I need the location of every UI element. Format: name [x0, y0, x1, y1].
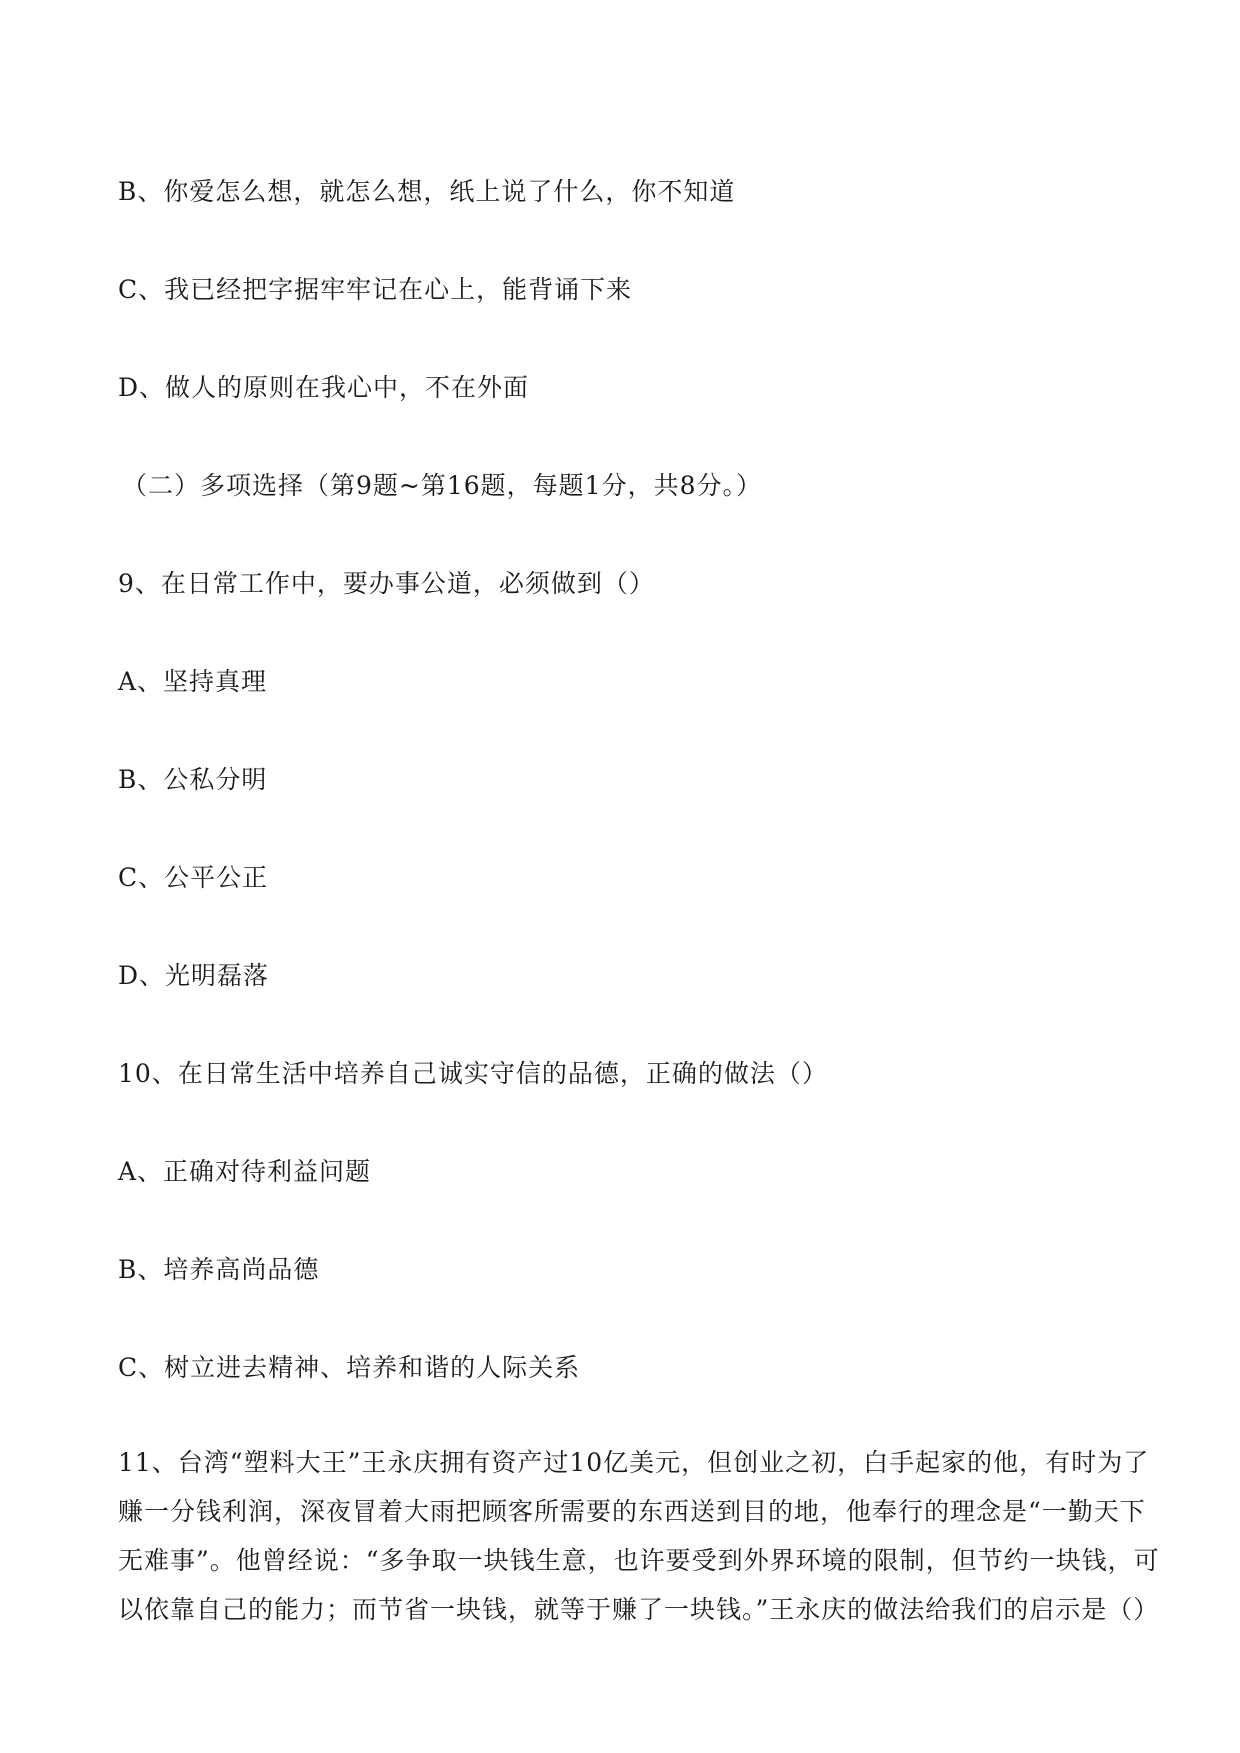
q9-option-b: B、公私分明 [118, 765, 268, 794]
question-10: 10、在日常生活中培养自己诚实守信的品德，正确的做法（） [118, 1059, 828, 1088]
q10-option-c: C、树立进去精神、培养和谐的人际关系 [118, 1353, 581, 1382]
q9-option-c: C、公平公正 [118, 863, 269, 892]
q9-option-a: A、坚持真理 [118, 667, 268, 696]
q9-option-d: D、光明磊落 [118, 961, 270, 990]
option-c-line: C、我已经把字据牢牢记在心上，能背诵下来 [118, 275, 633, 304]
option-d-line: D、做人的原则在我心中，不在外面 [118, 373, 530, 402]
question-11-line: 赚一分钱利润，深夜冒着大雨把顾客所需要的东西送到目的地，他奉行的理念是“一勤天下 [118, 1497, 1146, 1526]
question-11-line: 以依靠自己的能力；而节省一块钱，就等于赚了一块钱。”王永庆的做法给我们的启示是（） [118, 1595, 1160, 1624]
question-11-line: 11、台湾“塑料大王”王永庆拥有资产过10亿美元，但创业之初，白手起家的他，有时为了 [118, 1448, 1150, 1477]
q10-option-b: B、培养高尚品德 [118, 1255, 320, 1284]
option-b-line: B、你爱怎么想，就怎么想，纸上说了什么，你不知道 [118, 177, 736, 206]
question-11-line: 无难事”。他曾经说：“多争取一块钱生意，也许要受到外界环境的限制，但节约一块钱，可 [118, 1546, 1160, 1575]
question-9: 9、在日常工作中，要办事公道，必须做到（） [118, 569, 655, 598]
section-heading: （二）多项选择（第9题~第16题，每题1分，共8分。） [122, 471, 762, 500]
question-11 [118, 1438, 1160, 1634]
q10-option-a: A、正确对待利益问题 [118, 1157, 372, 1186]
